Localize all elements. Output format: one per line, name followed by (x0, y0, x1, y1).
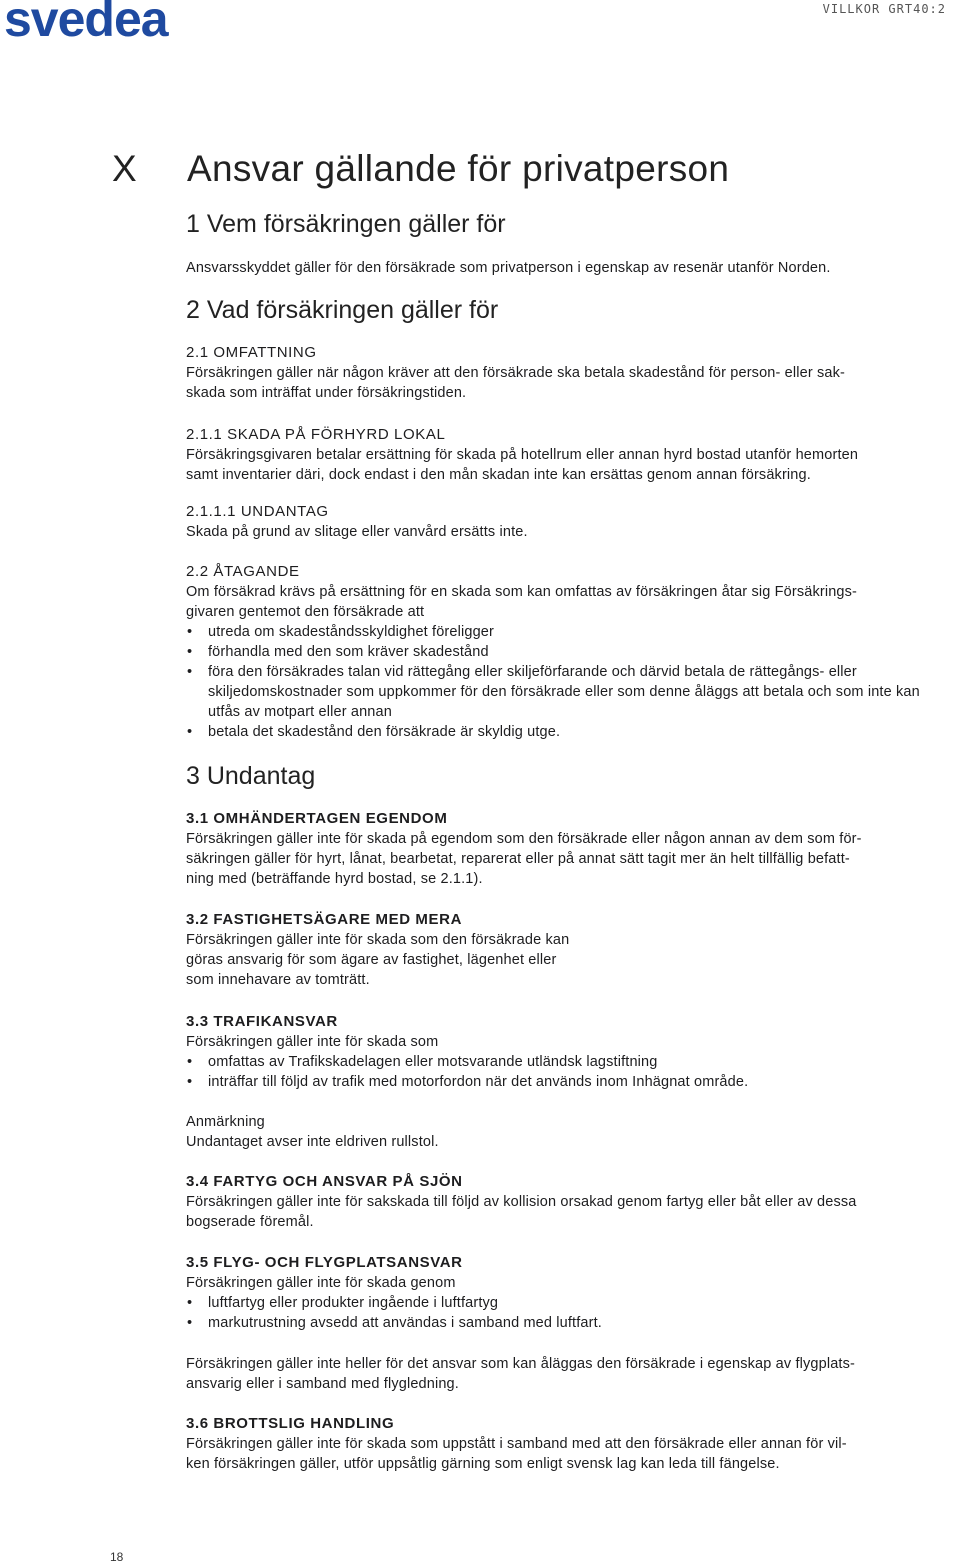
list-item: • utreda om skadeståndsskyldighet föreligger (186, 622, 956, 642)
subsection-3-5-extra-line-2: ansvarig eller i samband med flygledning. (186, 1376, 459, 1392)
subsection-2-1-1-heading: 2.1.1 SKADA PÅ FÖRHYRD LOKAL (186, 426, 446, 443)
document-code: VILLKOR GRT40:2 (822, 2, 946, 16)
subsection-2-1 (186, 343, 956, 403)
subsection-2-2-line-1: Om försäkrad krävs på ersättning för en skada som kan omfattas av försäkringen åtar sig Försäkrings- (186, 584, 857, 600)
subsection-2-2-heading: 2.2 ÅTAGANDE (186, 563, 300, 580)
section-1-text: Ansvarsskyddet gäller för den försäkrade som privatperson i egenskap av resenär utanför Norden. (186, 260, 831, 276)
list-item: • betala det skadestånd den försäkrade är skyldig utge. (186, 722, 956, 742)
subsection-3-5-text: Försäkringen gäller inte för skada genom (186, 1275, 456, 1291)
subsection-2-1-1-1-text: Skada på grund av slitage eller vanvård ersätts inte. (186, 524, 528, 540)
subsection-3-1-line-2: säkringen gäller för hyrt, lånat, bearbetat, reparerat eller på annat sätt tagit mer än helt tillfällig befatt- (186, 851, 850, 867)
section-3 (186, 764, 956, 789)
list-item: • omfattas av Trafikskadelagen eller motsvarande utländsk lagstiftning (186, 1052, 956, 1072)
subsection-3-5-extra-line-1: Försäkringen gäller inte heller för det ansvar som kan åläggas den försäkrade i egenskap av flygplats- (186, 1356, 855, 1372)
subsection-3-2-heading: 3.2 FASTIGHETSÄGARE MED MERA (186, 911, 462, 928)
subsection-3-6-heading: 3.6 BROTTSLIG HANDLING (186, 1415, 395, 1432)
subsection-2-1-1-1 (186, 502, 956, 542)
subsection-2-1-heading: 2.1 OMFATTNING (186, 344, 317, 361)
subsection-2-2-list (186, 622, 956, 742)
subsection-3-3 (186, 1012, 956, 1092)
subsection-3-3-heading: 3.3 TRAFIKANSVAR (186, 1013, 338, 1030)
section-2 (186, 298, 956, 323)
subsection-3-1-line-1: Försäkringen gäller inte för skada på egendom som den försäkrade eller någon annan av dem som för- (186, 831, 862, 847)
subsection-2-1-1-1-heading: 2.1.1.1 UNDANTAG (186, 503, 329, 520)
section-letter: X (112, 148, 137, 189)
subsection-2-2 (186, 562, 956, 742)
section-2-heading: 2 Vad försäkringen gäller för (186, 296, 499, 324)
section-1-body (186, 258, 956, 278)
subsection-3-1-heading: 3.1 OMHÄNDERTAGEN EGENDOM (186, 810, 448, 827)
subsection-3-2 (186, 910, 956, 990)
subsection-3-2-line-3: som innehavare av tomträtt. (186, 972, 370, 988)
subsection-2-1-1 (186, 425, 956, 485)
subsection-3-5 (186, 1253, 956, 1333)
note-text: Undantaget avser inte eldriven rullstol. (186, 1134, 439, 1150)
subsection-3-4 (186, 1172, 956, 1232)
subsection-3-4-line-2: bogserade föremål. (186, 1214, 314, 1230)
page-title: Ansvar gällande för privatperson (187, 148, 730, 189)
subsection-2-2-line-2: givaren gentemot den försäkrade att (186, 604, 425, 620)
subsection-3-3-text: Försäkringen gäller inte för skada som (186, 1034, 439, 1050)
svedea-logo: svedea (4, 0, 168, 47)
subsection-2-1-1-line-1: Försäkringsgivaren betalar ersättning för skada på hotellrum eller annan hyrd bostad utanför hemorten (186, 447, 859, 463)
subsection-2-1-line-1: Försäkringen gäller när någon kräver att den försäkrade ska betala skadestånd för person- eller sak- (186, 365, 845, 381)
section-1-heading: 1 Vem försäkringen gäller för (186, 210, 506, 238)
subsection-3-2-line-1: Försäkringen gäller inte för skada som den försäkrade kan (186, 932, 570, 948)
subsection-3-5-heading: 3.5 FLYG- OCH FLYGPLATSANSVAR (186, 1254, 463, 1271)
page-number: 18 (110, 1550, 124, 1564)
list-item: • inträffar till följd av trafik med motorfordon när det används inom Inhägnat område. (186, 1072, 956, 1092)
subsection-2-1-1-line-2: samt inventarier däri, dock endast i den mån skadan inte kan ersättas genom annan försäkring. (186, 467, 811, 483)
section-1 (186, 212, 956, 237)
subsection-3-6-line-1: Försäkringen gäller inte för skada som uppstått i samband med att den försäkrade eller annan för vil- (186, 1436, 847, 1452)
subsection-3-6 (186, 1414, 956, 1474)
subsection-3-3-list (186, 1052, 956, 1092)
list-item: • luftfartyg eller produkter ingående i luftfartyg (186, 1293, 956, 1313)
subsection-3-3-note (186, 1112, 956, 1152)
subsection-2-1-line-2: skada som inträffat under försäkringstiden. (186, 385, 467, 401)
subsection-3-4-line-1: Försäkringen gäller inte för sakskada till följd av kollision orsakad genom fartyg eller båt eller av dessa (186, 1194, 857, 1210)
section-3-heading: 3 Undantag (186, 762, 316, 790)
list-item: • föra den försäkrades talan vid rättegång eller skiljeförfarande och därvid betala de rättegångs- eller skiljedomskostnader som uppkommer för den försäkrade eller som denne åläggs att betala och som inte kan utfås av motpart eller annan (186, 662, 956, 722)
subsection-3-5-extra (186, 1354, 956, 1394)
list-item: • förhandla med den som kräver skadestånd (186, 642, 956, 662)
subsection-3-4-heading: 3.4 FARTYG OCH ANSVAR PÅ SJÖN (186, 1173, 463, 1190)
subsection-3-1-line-3: ning med (beträffande hyrd bostad, se 2.1.1). (186, 871, 483, 887)
subsection-3-1 (186, 809, 956, 889)
note-label: Anmärkning (186, 1114, 265, 1130)
subsection-3-5-list (186, 1293, 956, 1333)
subsection-3-2-line-2: göras ansvarig för som ägare av fastighet, lägenhet eller (186, 952, 557, 968)
list-item: • markutrustning avsedd att användas i samband med luftfart. (186, 1313, 956, 1333)
subsection-3-6-line-2: ken försäkringen gäller, utför uppsåtlig gärning som enligt svensk lag kan leda till fängelse. (186, 1456, 780, 1472)
